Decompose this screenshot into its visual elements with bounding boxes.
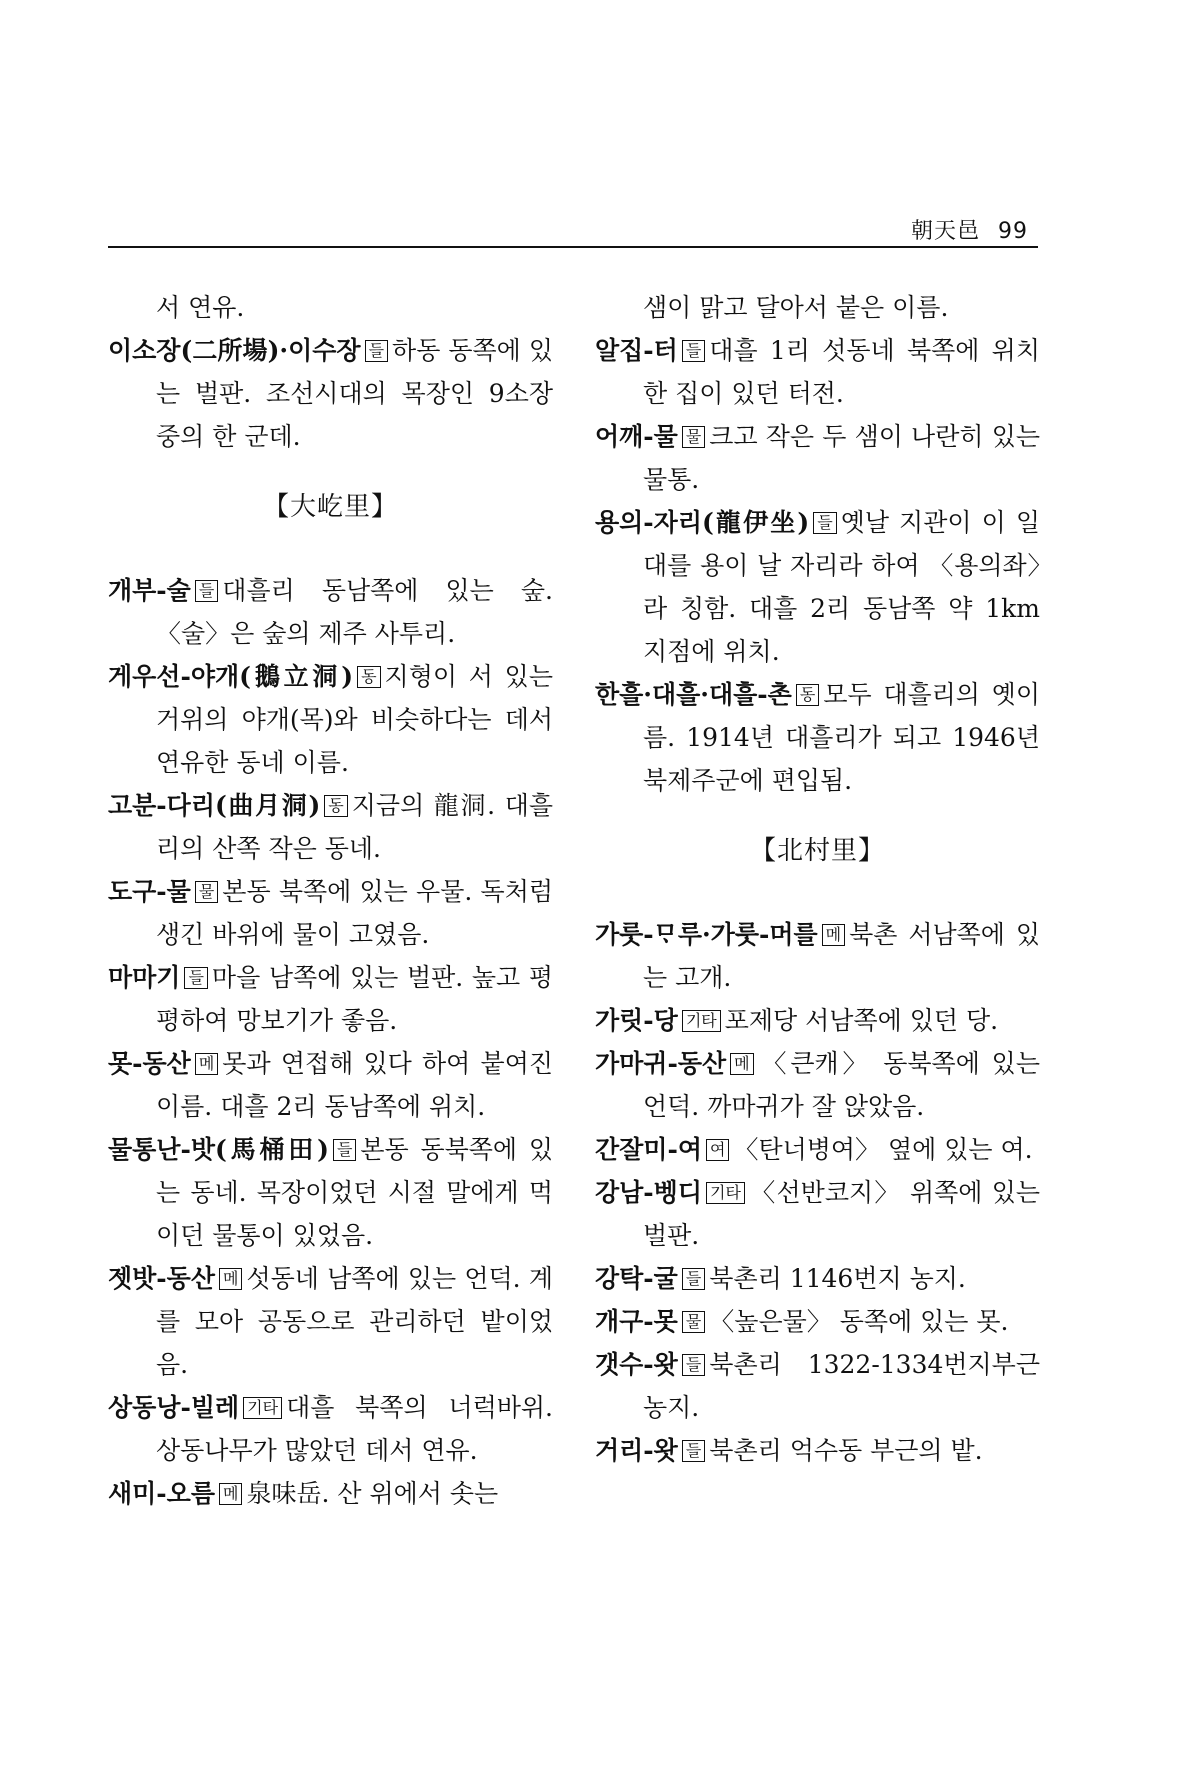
gazetteer-entry xyxy=(595,286,1040,329)
entry-category-tag: 기타 xyxy=(706,1182,745,1204)
gazetteer-entry xyxy=(595,913,1040,999)
gazetteer-entry xyxy=(108,1042,553,1128)
gazetteer-entry xyxy=(108,1386,553,1472)
entry-headword: 젯밧-동산 xyxy=(108,1264,215,1293)
entry-headword: 용의-자리(龍伊坐) xyxy=(595,508,810,537)
entry-description: 〈큰캐〉 동북쪽에 있는 언덕. 까마귀가 잘 앉았음. xyxy=(643,1049,1040,1121)
entry-description: 본동 동북쪽에 있는 동네. 목장이었던 시절 말에게 먹이던 물통이 있었음. xyxy=(156,1135,553,1250)
section-heading-bukchon: 【北村里】 xyxy=(749,836,885,866)
entry-category-tag: 들 xyxy=(195,580,218,602)
entry-headword: 이소장(二所場)·이수장 xyxy=(108,336,361,365)
gazetteer-entry xyxy=(595,501,1040,673)
entry-category-tag: 메 xyxy=(219,1268,242,1290)
entry-description: 모두 대흘리의 옛이름. 1914년 대흘리가 되고 1946년 북제주군에 편입됨. xyxy=(643,680,1040,795)
gazetteer-entry xyxy=(595,1042,1040,1128)
entry-category-tag: 들 xyxy=(682,340,705,362)
gazetteer-entry xyxy=(595,1128,1040,1171)
entry-headword: 물통난-밧(馬桶田) xyxy=(108,1135,329,1164)
entry-category-tag: 동 xyxy=(796,684,819,706)
entry-description: 크고 작은 두 샘이 나란히 있는 물통. xyxy=(643,422,1040,494)
entry-category-tag: 들 xyxy=(682,1268,705,1290)
entry-description: 지형이 서 있는 거위의 야개(목)와 비슷하다는 데서 연유한 동네 이름. xyxy=(156,662,553,777)
entry-headword: 개부-술 xyxy=(108,576,191,605)
entry-category-tag: 메 xyxy=(822,924,845,946)
gazetteer-entry xyxy=(108,1128,553,1257)
entry-category-tag: 물 xyxy=(682,1311,705,1333)
gazetteer-entry xyxy=(108,956,553,1042)
entry-category-tag: 물 xyxy=(195,881,218,903)
entry-description: 북촌리 억수동 부근의 밭. xyxy=(709,1436,983,1465)
entry-headword: 마마기 xyxy=(108,963,181,992)
gazetteer-entry xyxy=(108,286,553,329)
entry-headword: 가마귀-동산 xyxy=(595,1049,727,1078)
page-header xyxy=(108,214,1038,242)
gazetteer-entry xyxy=(595,1171,1040,1257)
entry-description: 북촌리 1322-1334번지부근 농지. xyxy=(643,1350,1040,1422)
entry-headword: 강남-벵디 xyxy=(595,1178,702,1207)
gazetteer-entry xyxy=(108,655,553,784)
entry-category-tag: 들 xyxy=(682,1354,705,1376)
right-intro xyxy=(595,286,1040,802)
entry-description: 하동 동쪽에 있는 벌판. 조선시대의 목장인 9소장 중의 한 군데. xyxy=(156,336,553,451)
gazetteer-entry xyxy=(595,1343,1040,1429)
entry-description: 북촌리 1146번지 농지. xyxy=(709,1264,966,1293)
gazetteer-entry xyxy=(108,870,553,956)
entry-headword: 가룻-ᄆᆞ루·가룻-머를 xyxy=(595,920,818,949)
entry-category-tag: 들 xyxy=(813,512,836,534)
gazetteer-entry xyxy=(595,415,1040,501)
entry-category-tag: 메 xyxy=(219,1483,242,1505)
gazetteer-entry xyxy=(595,673,1040,802)
entry-category-tag: 기타 xyxy=(243,1397,282,1419)
gazetteer-entry xyxy=(595,999,1040,1042)
gazetteer-entry xyxy=(595,1257,1040,1300)
entry-description: 마을 남쪽에 있는 벌판. 높고 평평하여 망보기가 좋음. xyxy=(156,963,553,1035)
entry-description: 본동 북쪽에 있는 우물. 독처럼 생긴 바위에 물이 고였음. xyxy=(156,877,553,949)
entry-headword: 개구-못 xyxy=(595,1307,678,1336)
entry-category-tag: 동 xyxy=(324,795,347,817)
entry-headword: 고분-다리(曲月洞) xyxy=(108,791,321,820)
entry-description: 대흘 북쪽의 너럭바위. 상동나무가 많았던 데서 연유. xyxy=(156,1393,553,1465)
left-column xyxy=(108,286,553,1515)
entry-description: 대흘리 동남쪽에 있는 숲. 〈술〉은 숲의 제주 사투리. xyxy=(156,576,553,648)
right-column xyxy=(595,286,1040,1472)
page-number: 99 xyxy=(998,219,1028,244)
entry-category-tag: 메 xyxy=(195,1053,218,1075)
entry-headword: 가릿-당 xyxy=(595,1006,678,1035)
entry-category-tag: 들 xyxy=(682,1440,705,1462)
entry-description: 〈높은물〉 동쪽에 있는 못. xyxy=(709,1307,1009,1336)
gazetteer-entry xyxy=(595,1300,1040,1343)
entry-category-tag: 여 xyxy=(706,1139,729,1161)
gazetteer-entry xyxy=(595,329,1040,415)
gazetteer-entry xyxy=(108,1472,553,1515)
entry-category-tag: 물 xyxy=(682,426,705,448)
right-entries xyxy=(595,913,1040,1472)
entry-description: 〈선반코지〉 위쪽에 있는 벌판. xyxy=(643,1178,1040,1250)
left-intro xyxy=(108,286,553,458)
entry-description: 지금의 龍洞. 대흘리의 산쪽 작은 동네. xyxy=(156,791,554,863)
gazetteer-entry xyxy=(108,329,553,458)
entry-category-tag: 동 xyxy=(357,666,380,688)
entry-category-tag: 들 xyxy=(365,340,388,362)
entry-headword: 도구-물 xyxy=(108,877,191,906)
header-title: 朝天邑 xyxy=(910,219,980,244)
entry-description: 포제당 서남쪽에 있던 당. xyxy=(724,1006,999,1035)
entry-description: 못과 연접해 있다 하여 붙여진 이름. 대흘 2리 동남쪽에 위치. xyxy=(156,1049,553,1121)
gazetteer-entry xyxy=(108,784,553,870)
entry-headword: 게우선-야개(鵝立洞) xyxy=(108,662,354,691)
gazetteer-entry xyxy=(108,569,553,655)
entry-category-tag: 들 xyxy=(333,1139,356,1161)
running-header xyxy=(911,214,1028,245)
entry-headword: 알집-터 xyxy=(595,336,678,365)
entry-category-tag: 들 xyxy=(184,967,207,989)
entry-description: 옛날 지관이 이 일대를 용이 날 자리라 하여 〈용의좌〉라 칭함. 대흘 2리 동남쪽 약 1km 지점에 위치. xyxy=(643,508,1040,666)
entry-headword: 갯수-왓 xyxy=(595,1350,678,1379)
entry-headword: 새미-오름 xyxy=(108,1479,215,1508)
section-heading-daeheul: 【大屹里】 xyxy=(262,492,398,522)
entry-description: 泉味岳. 산 위에서 솟는 xyxy=(246,1479,499,1508)
entry-headword: 강탁-굴 xyxy=(595,1264,678,1293)
entry-headword: 한흘·대흘·대흘-촌 xyxy=(595,680,792,709)
entry-category-tag: 기타 xyxy=(682,1010,721,1032)
entry-description: 북촌 서남쪽에 있는 고개. xyxy=(643,920,1040,992)
entry-headword: 간잘미-여 xyxy=(595,1135,702,1164)
entry-description: 대흘 1리 섯동네 북쪽에 위치한 집이 있던 터전. xyxy=(643,336,1040,408)
entry-description: 섯동네 남쪽에 있는 언덕. 계를 모아 공동으로 관리하던 밭이었음. xyxy=(156,1264,553,1379)
gazetteer-entry xyxy=(108,1257,553,1386)
left-entries xyxy=(108,569,553,1515)
entry-category-tag: 메 xyxy=(730,1053,753,1075)
header-rule xyxy=(108,246,1038,248)
entry-headword: 상동낭-빌레 xyxy=(108,1393,240,1422)
gazetteer-entry xyxy=(595,1429,1040,1472)
entry-description: 〈탄너병여〉 옆에 있는 여. xyxy=(733,1135,1033,1164)
entry-headword: 거리-왓 xyxy=(595,1436,678,1465)
entry-headword: 어깨-물 xyxy=(595,422,678,451)
entry-headword: 못-동산 xyxy=(108,1049,191,1078)
entry-description: 서 연유. xyxy=(156,293,245,322)
entry-description: 샘이 맑고 달아서 붙은 이름. xyxy=(643,293,949,322)
